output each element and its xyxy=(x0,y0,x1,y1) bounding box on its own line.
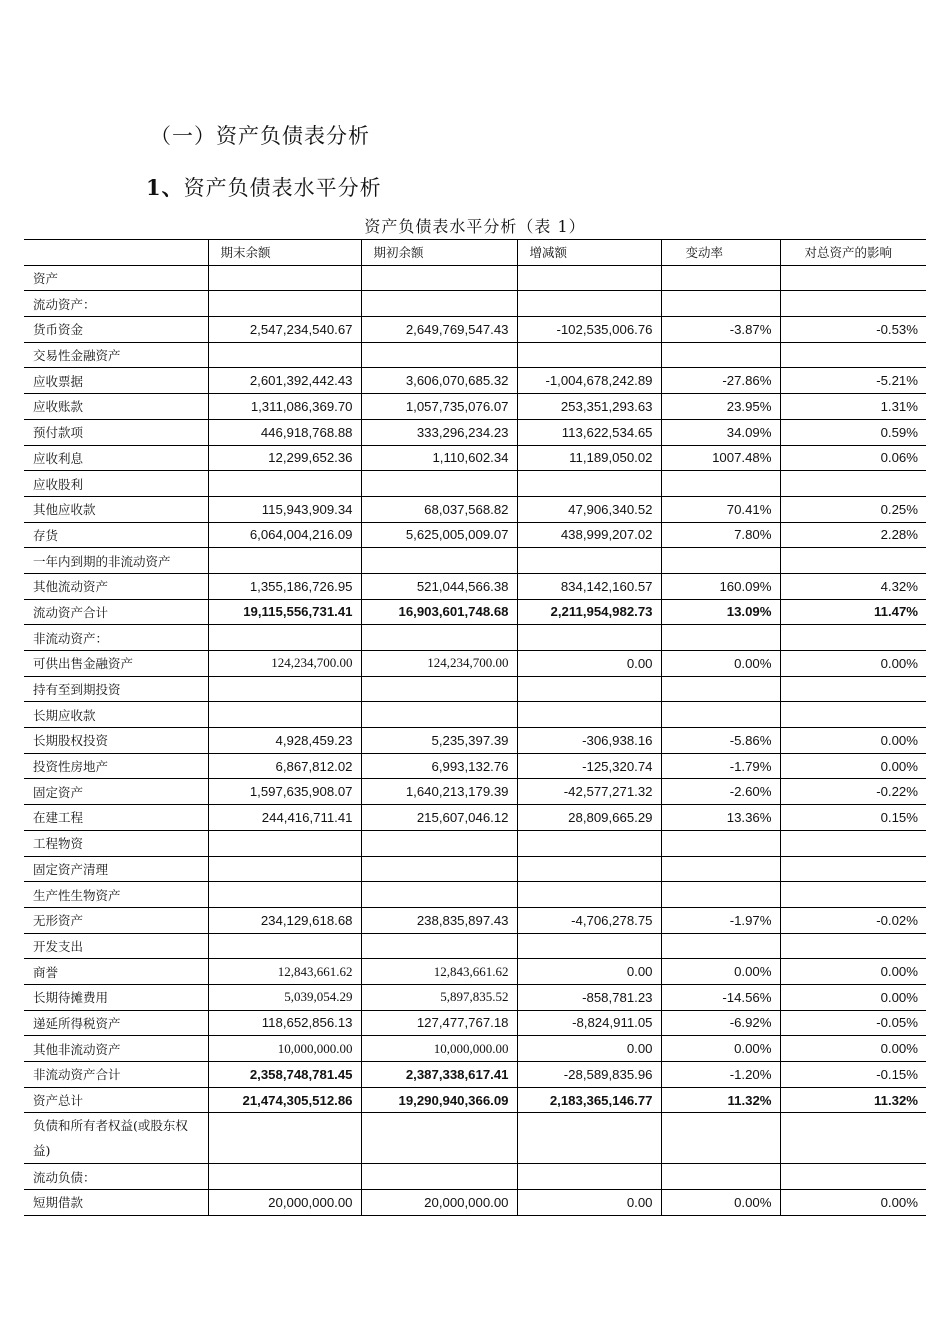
table-row xyxy=(24,651,926,677)
table-row xyxy=(24,342,926,368)
impact-cell xyxy=(780,1164,926,1190)
row-label: 应收票据 xyxy=(24,368,208,394)
table-row xyxy=(24,1062,926,1088)
subsection-heading xyxy=(146,172,382,202)
impact-cell: 0.00% xyxy=(780,984,926,1010)
opening-balance-cell: 333,296,234.23 xyxy=(361,419,517,445)
balance-sheet-table xyxy=(24,239,926,1216)
row-label: 短期借款 xyxy=(24,1190,208,1216)
change-rate-cell: -1.20% xyxy=(661,1062,780,1088)
table-row xyxy=(24,599,926,625)
opening-balance-cell: 5,625,005,009.07 xyxy=(361,522,517,548)
row-label: 应收账款 xyxy=(24,394,208,420)
impact-cell xyxy=(780,882,926,908)
change-amount-cell: -42,577,271.32 xyxy=(517,779,661,805)
change-rate-cell xyxy=(661,548,780,574)
change-amount-cell: 0.00 xyxy=(517,1190,661,1216)
change-amount-cell xyxy=(517,291,661,317)
row-label: 资产 xyxy=(24,265,208,291)
impact-cell: -5.21% xyxy=(780,368,926,394)
table-row xyxy=(24,291,926,317)
table-row xyxy=(24,1164,926,1190)
closing-balance-cell xyxy=(208,342,361,368)
impact-cell: 0.00% xyxy=(780,1190,926,1216)
row-label: 长期应收款 xyxy=(24,702,208,728)
impact-cell: 0.00% xyxy=(780,753,926,779)
impact-cell: 1.31% xyxy=(780,394,926,420)
opening-balance-cell: 6,993,132.76 xyxy=(361,753,517,779)
closing-balance-cell: 1,597,635,908.07 xyxy=(208,779,361,805)
opening-balance-cell xyxy=(361,265,517,291)
row-label: 商誉 xyxy=(24,959,208,985)
table-header-row xyxy=(24,240,926,266)
opening-balance-cell xyxy=(361,702,517,728)
change-amount-cell: 2,183,365,146.77 xyxy=(517,1087,661,1113)
row-label: 无形资产 xyxy=(24,907,208,933)
impact-cell xyxy=(780,548,926,574)
change-rate-cell: 23.95% xyxy=(661,394,780,420)
change-rate-cell: 11.32% xyxy=(661,1087,780,1113)
closing-balance-cell: 2,358,748,781.45 xyxy=(208,1062,361,1088)
opening-balance-cell xyxy=(361,342,517,368)
change-amount-cell xyxy=(517,1164,661,1190)
closing-balance-cell: 124,234,700.00 xyxy=(208,651,361,677)
table-row xyxy=(24,368,926,394)
section-heading: （一）资产负债表分析 xyxy=(150,124,370,148)
table-row xyxy=(24,779,926,805)
closing-balance-cell: 6,867,812.02 xyxy=(208,753,361,779)
closing-balance-cell: 244,416,711.41 xyxy=(208,805,361,831)
change-rate-cell: 34.09% xyxy=(661,419,780,445)
change-rate-cell xyxy=(661,471,780,497)
change-amount-cell: 47,906,340.52 xyxy=(517,496,661,522)
impact-cell: 0.06% xyxy=(780,445,926,471)
closing-balance-cell: 5,039,054.29 xyxy=(208,984,361,1010)
change-rate-cell xyxy=(661,882,780,908)
row-label: 流动负债： xyxy=(24,1164,208,1190)
change-rate-cell xyxy=(661,1113,780,1164)
change-rate-cell xyxy=(661,830,780,856)
header-change-rate: 变动率 xyxy=(661,240,780,266)
opening-balance-cell xyxy=(361,933,517,959)
closing-balance-cell xyxy=(208,702,361,728)
table-caption: 资产负债表水平分析（表 1） xyxy=(364,217,586,236)
impact-cell xyxy=(780,856,926,882)
subsection-title: 资产负债表水平分析 xyxy=(183,176,382,200)
change-amount-cell: 0.00 xyxy=(517,1036,661,1062)
row-label: 其他流动资产 xyxy=(24,573,208,599)
table-body xyxy=(24,265,926,1215)
change-rate-cell: 160.09% xyxy=(661,573,780,599)
opening-balance-cell: 2,387,338,617.41 xyxy=(361,1062,517,1088)
opening-balance-cell: 16,903,601,748.68 xyxy=(361,599,517,625)
impact-cell xyxy=(780,830,926,856)
change-amount-cell: 253,351,293.63 xyxy=(517,394,661,420)
opening-balance-cell xyxy=(361,548,517,574)
closing-balance-cell xyxy=(208,265,361,291)
closing-balance-cell xyxy=(208,933,361,959)
table-row xyxy=(24,753,926,779)
closing-balance-cell: 21,474,305,512.86 xyxy=(208,1087,361,1113)
change-rate-cell: -2.60% xyxy=(661,779,780,805)
table-row xyxy=(24,933,926,959)
closing-balance-cell xyxy=(208,1164,361,1190)
change-amount-cell xyxy=(517,471,661,497)
table-row xyxy=(24,445,926,471)
impact-cell: 0.15% xyxy=(780,805,926,831)
opening-balance-cell: 124,234,700.00 xyxy=(361,651,517,677)
closing-balance-cell: 118,652,856.13 xyxy=(208,1010,361,1036)
row-label: 在建工程 xyxy=(24,805,208,831)
change-amount-cell: 0.00 xyxy=(517,651,661,677)
row-label: 其他应收款 xyxy=(24,496,208,522)
table-row xyxy=(24,419,926,445)
table-row xyxy=(24,984,926,1010)
change-rate-cell xyxy=(661,1164,780,1190)
opening-balance-cell xyxy=(361,1113,517,1164)
impact-cell: -0.15% xyxy=(780,1062,926,1088)
change-amount-cell: 438,999,207.02 xyxy=(517,522,661,548)
opening-balance-cell: 521,044,566.38 xyxy=(361,573,517,599)
impact-cell: 11.47% xyxy=(780,599,926,625)
opening-balance-cell xyxy=(361,856,517,882)
opening-balance-cell xyxy=(361,471,517,497)
closing-balance-cell xyxy=(208,548,361,574)
table-row xyxy=(24,907,926,933)
change-amount-cell: -8,824,911.05 xyxy=(517,1010,661,1036)
closing-balance-cell: 2,547,234,540.67 xyxy=(208,317,361,343)
change-amount-cell: -102,535,006.76 xyxy=(517,317,661,343)
table-row xyxy=(24,317,926,343)
change-rate-cell: -6.92% xyxy=(661,1010,780,1036)
opening-balance-cell: 215,607,046.12 xyxy=(361,805,517,831)
change-rate-cell xyxy=(661,265,780,291)
change-amount-cell: 0.00 xyxy=(517,959,661,985)
table-row xyxy=(24,1087,926,1113)
row-label: 固定资产清理 xyxy=(24,856,208,882)
row-label: 长期股权投资 xyxy=(24,728,208,754)
closing-balance-cell: 2,601,392,442.43 xyxy=(208,368,361,394)
change-amount-cell: -125,320.74 xyxy=(517,753,661,779)
impact-cell xyxy=(780,265,926,291)
impact-cell xyxy=(780,471,926,497)
table-row xyxy=(24,959,926,985)
impact-cell xyxy=(780,342,926,368)
opening-balance-cell: 10,000,000.00 xyxy=(361,1036,517,1062)
opening-balance-cell: 5,235,397.39 xyxy=(361,728,517,754)
change-amount-cell xyxy=(517,1113,661,1164)
change-rate-cell: 0.00% xyxy=(661,1036,780,1062)
impact-cell: -0.22% xyxy=(780,779,926,805)
opening-balance-cell xyxy=(361,1164,517,1190)
change-amount-cell xyxy=(517,933,661,959)
impact-cell: -0.02% xyxy=(780,907,926,933)
change-amount-cell: 2,211,954,982.73 xyxy=(517,599,661,625)
row-label: 应收利息 xyxy=(24,445,208,471)
impact-cell xyxy=(780,676,926,702)
change-amount-cell xyxy=(517,265,661,291)
opening-balance-cell: 2,649,769,547.43 xyxy=(361,317,517,343)
change-rate-cell xyxy=(661,676,780,702)
subsection-number: 1、 xyxy=(146,175,184,200)
change-rate-cell: 0.00% xyxy=(661,959,780,985)
opening-balance-cell: 68,037,568.82 xyxy=(361,496,517,522)
impact-cell: 0.00% xyxy=(780,728,926,754)
closing-balance-cell xyxy=(208,625,361,651)
header-change-amount: 增减额 xyxy=(517,240,661,266)
opening-balance-cell: 20,000,000.00 xyxy=(361,1190,517,1216)
closing-balance-cell: 20,000,000.00 xyxy=(208,1190,361,1216)
row-label: 流动资产： xyxy=(24,291,208,317)
impact-cell: 4.32% xyxy=(780,573,926,599)
opening-balance-cell: 1,110,602.34 xyxy=(361,445,517,471)
row-label: 持有至到期投资 xyxy=(24,676,208,702)
impact-cell xyxy=(780,702,926,728)
row-label: 一年内到期的非流动资产 xyxy=(24,548,208,574)
row-label: 非流动资产： xyxy=(24,625,208,651)
table-row xyxy=(24,882,926,908)
change-rate-cell: 0.00% xyxy=(661,1190,780,1216)
opening-balance-cell: 19,290,940,366.09 xyxy=(361,1087,517,1113)
closing-balance-cell: 115,943,909.34 xyxy=(208,496,361,522)
impact-cell: -0.53% xyxy=(780,317,926,343)
change-rate-cell: 13.09% xyxy=(661,599,780,625)
table-row xyxy=(24,548,926,574)
closing-balance-cell: 12,843,661.62 xyxy=(208,959,361,985)
change-rate-cell: -14.56% xyxy=(661,984,780,1010)
closing-balance-cell xyxy=(208,471,361,497)
change-rate-cell xyxy=(661,342,780,368)
closing-balance-cell: 12,299,652.36 xyxy=(208,445,361,471)
table-row xyxy=(24,265,926,291)
change-rate-cell xyxy=(661,625,780,651)
impact-cell: 0.00% xyxy=(780,651,926,677)
change-amount-cell: -4,706,278.75 xyxy=(517,907,661,933)
change-amount-cell: 834,142,160.57 xyxy=(517,573,661,599)
opening-balance-cell xyxy=(361,882,517,908)
change-rate-cell xyxy=(661,933,780,959)
closing-balance-cell: 1,355,186,726.95 xyxy=(208,573,361,599)
change-rate-cell: 7.80% xyxy=(661,522,780,548)
row-label: 交易性金融资产 xyxy=(24,342,208,368)
impact-cell: -0.05% xyxy=(780,1010,926,1036)
change-rate-cell: -1.79% xyxy=(661,753,780,779)
opening-balance-cell: 12,843,661.62 xyxy=(361,959,517,985)
impact-cell xyxy=(780,291,926,317)
table-row xyxy=(24,1010,926,1036)
row-label: 投资性房地产 xyxy=(24,753,208,779)
closing-balance-cell xyxy=(208,676,361,702)
row-label: 存货 xyxy=(24,522,208,548)
impact-cell: 2.28% xyxy=(780,522,926,548)
row-label: 流动资产合计 xyxy=(24,599,208,625)
table-row xyxy=(24,702,926,728)
row-label: 生产性生物资产 xyxy=(24,882,208,908)
opening-balance-cell: 238,835,897.43 xyxy=(361,907,517,933)
table-row xyxy=(24,805,926,831)
opening-balance-cell: 1,057,735,076.07 xyxy=(361,394,517,420)
table-row xyxy=(24,1036,926,1062)
table-row xyxy=(24,471,926,497)
impact-cell xyxy=(780,1113,926,1164)
table-row xyxy=(24,625,926,651)
closing-balance-cell: 6,064,004,216.09 xyxy=(208,522,361,548)
closing-balance-cell: 446,918,768.88 xyxy=(208,419,361,445)
change-rate-cell: -3.87% xyxy=(661,317,780,343)
table-row xyxy=(24,394,926,420)
change-amount-cell xyxy=(517,856,661,882)
table-row xyxy=(24,1190,926,1216)
table-row xyxy=(24,1113,926,1164)
change-amount-cell: 28,809,665.29 xyxy=(517,805,661,831)
change-amount-cell xyxy=(517,548,661,574)
change-amount-cell xyxy=(517,676,661,702)
impact-cell: 0.00% xyxy=(780,959,926,985)
closing-balance-cell xyxy=(208,856,361,882)
opening-balance-cell: 5,897,835.52 xyxy=(361,984,517,1010)
closing-balance-cell: 234,129,618.68 xyxy=(208,907,361,933)
closing-balance-cell: 19,115,556,731.41 xyxy=(208,599,361,625)
change-rate-cell: -1.97% xyxy=(661,907,780,933)
row-label: 工程物资 xyxy=(24,830,208,856)
opening-balance-cell: 1,640,213,179.39 xyxy=(361,779,517,805)
impact-cell: 11.32% xyxy=(780,1087,926,1113)
change-amount-cell xyxy=(517,702,661,728)
opening-balance-cell xyxy=(361,291,517,317)
opening-balance-cell xyxy=(361,830,517,856)
table-row xyxy=(24,676,926,702)
change-rate-cell: -5.86% xyxy=(661,728,780,754)
row-label: 其他非流动资产 xyxy=(24,1036,208,1062)
change-rate-cell: 13.36% xyxy=(661,805,780,831)
change-amount-cell: -1,004,678,242.89 xyxy=(517,368,661,394)
row-label: 负债和所有者权益(或股东权益) xyxy=(24,1113,208,1164)
change-rate-cell xyxy=(661,702,780,728)
header-impact-on-total-assets: 对总资产的影响 xyxy=(780,240,926,266)
opening-balance-cell: 127,477,767.18 xyxy=(361,1010,517,1036)
opening-balance-cell: 3,606,070,685.32 xyxy=(361,368,517,394)
change-amount-cell: 11,189,050.02 xyxy=(517,445,661,471)
closing-balance-cell xyxy=(208,291,361,317)
row-label: 可供出售金融资产 xyxy=(24,651,208,677)
row-label: 非流动资产合计 xyxy=(24,1062,208,1088)
change-rate-cell: 0.00% xyxy=(661,651,780,677)
change-amount-cell: -28,589,835.96 xyxy=(517,1062,661,1088)
table-row xyxy=(24,573,926,599)
row-label: 预付款项 xyxy=(24,419,208,445)
change-amount-cell: 113,622,534.65 xyxy=(517,419,661,445)
header-closing-balance: 期末余额 xyxy=(208,240,361,266)
change-rate-cell: 1007.48% xyxy=(661,445,780,471)
change-amount-cell: -306,938.16 xyxy=(517,728,661,754)
closing-balance-cell xyxy=(208,882,361,908)
header-opening-balance: 期初余额 xyxy=(361,240,517,266)
table-row xyxy=(24,522,926,548)
change-amount-cell xyxy=(517,625,661,651)
row-label: 长期待摊费用 xyxy=(24,984,208,1010)
impact-cell: 0.59% xyxy=(780,419,926,445)
closing-balance-cell xyxy=(208,830,361,856)
change-amount-cell: -858,781.23 xyxy=(517,984,661,1010)
row-label: 开发支出 xyxy=(24,933,208,959)
closing-balance-cell xyxy=(208,1113,361,1164)
closing-balance-cell: 1,311,086,369.70 xyxy=(208,394,361,420)
row-label: 固定资产 xyxy=(24,779,208,805)
table-row xyxy=(24,856,926,882)
closing-balance-cell: 4,928,459.23 xyxy=(208,728,361,754)
change-rate-cell xyxy=(661,291,780,317)
closing-balance-cell: 10,000,000.00 xyxy=(208,1036,361,1062)
impact-cell xyxy=(780,625,926,651)
change-amount-cell xyxy=(517,830,661,856)
change-amount-cell xyxy=(517,342,661,368)
change-rate-cell: -27.86% xyxy=(661,368,780,394)
opening-balance-cell xyxy=(361,676,517,702)
table-row xyxy=(24,496,926,522)
row-label: 资产总计 xyxy=(24,1087,208,1113)
row-label: 应收股利 xyxy=(24,471,208,497)
change-rate-cell: 70.41% xyxy=(661,496,780,522)
row-label: 递延所得税资产 xyxy=(24,1010,208,1036)
opening-balance-cell xyxy=(361,625,517,651)
row-label: 货币资金 xyxy=(24,317,208,343)
impact-cell: 0.00% xyxy=(780,1036,926,1062)
header-item xyxy=(24,240,208,266)
change-amount-cell xyxy=(517,882,661,908)
table-row xyxy=(24,728,926,754)
impact-cell xyxy=(780,933,926,959)
impact-cell: 0.25% xyxy=(780,496,926,522)
change-rate-cell xyxy=(661,856,780,882)
table-row xyxy=(24,830,926,856)
